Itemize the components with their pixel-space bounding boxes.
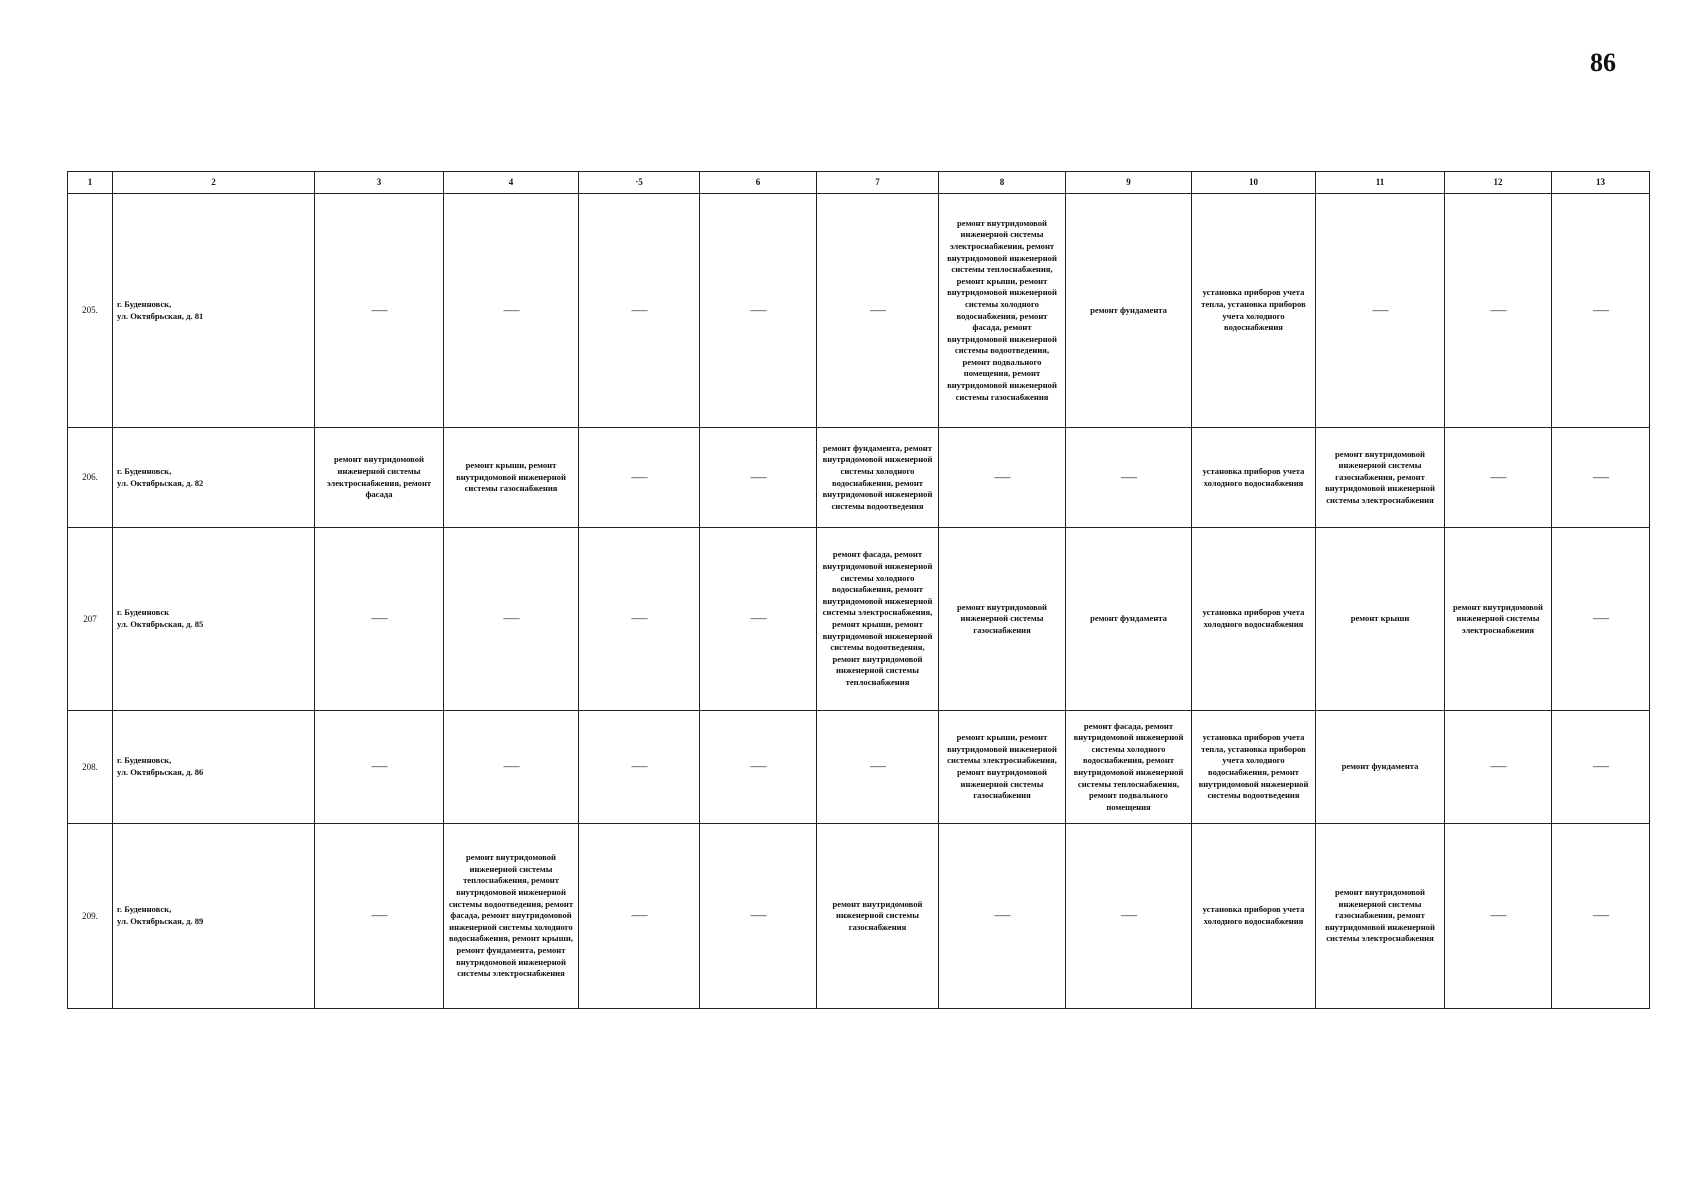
table-cell: ремонт фасада, ремонт внутридомовой инженерной системы холодного водоснабжения, ремонт внутридомовой инженерной системы электроснабжения, ремонт крыши, ремонт внутридомовой инженерной системы водоотведения, ремонт внутридомовой инженерной системы теплоснабжения [817, 528, 939, 711]
table-cell: —— [1552, 194, 1650, 428]
table-cell: —— [315, 824, 444, 1009]
table-cell: —— [1445, 711, 1552, 824]
address-cell [113, 824, 315, 1009]
table-cell: —— [1552, 528, 1650, 711]
table-cell: установка приборов учета холодного водоснабжения [1192, 428, 1316, 528]
column-header: 11 [1316, 172, 1445, 194]
address-city: г. Буденновск, [117, 755, 172, 766]
row-number: 205. [68, 194, 113, 428]
column-header: 9 [1066, 172, 1192, 194]
table-cell: ремонт внутридомовой инженерной системы газоснабжения, ремонт внутридомовой инженерной системы электроснабжения [1316, 428, 1445, 528]
table-row [68, 528, 1650, 711]
column-header: ·5 [579, 172, 700, 194]
table-cell: —— [700, 194, 817, 428]
table-cell: —— [315, 711, 444, 824]
column-header: 7 [817, 172, 939, 194]
address-street: ул. Октябрьская, д. 81 [117, 310, 204, 321]
table-cell: ремонт крыши [1316, 528, 1445, 711]
table-cell: ремонт фундамента, ремонт внутридомовой инженерной системы холодного водоснабжения, ремонт внутридомовой инженерной системы водоотведения [817, 428, 939, 528]
table-cell: —— [1066, 428, 1192, 528]
table-cell: —— [1552, 824, 1650, 1009]
table-cell: ремонт фундамента [1316, 711, 1445, 824]
table-cell: —— [1445, 824, 1552, 1009]
column-header: 3 [315, 172, 444, 194]
table-cell: —— [444, 528, 579, 711]
table-cell: ремонт внутридомовой инженерной системы газоснабжения [939, 528, 1066, 711]
repair-schedule-table [67, 171, 1650, 1009]
table-cell: —— [315, 528, 444, 711]
table-cell: ремонт внутридомовой инженерной системы электроснабжения, ремонт внутридомовой инженерной системы теплоснабжения, ремонт крыши, ремонт внутридомовой инженерной системы холодного водоснабжения, ремонт фасада, ремонт внутридомовой инженерной системы водоотведения, ремонт подвального помещения, ремонт внутридомовой инженерной системы газоснабжения [939, 194, 1066, 428]
table-cell: ремонт крыши, ремонт внутридомовой инженерной системы газоснабжения [444, 428, 579, 528]
column-header: 10 [1192, 172, 1316, 194]
table-cell: —— [700, 711, 817, 824]
table-cell: —— [939, 428, 1066, 528]
table-cell: —— [817, 711, 939, 824]
address-city: г. Буденновск, [117, 904, 172, 915]
row-number: 209. [68, 824, 113, 1009]
table-cell: ремонт внутридомовой инженерной системы электроснабжения [1445, 528, 1552, 711]
table-cell: —— [700, 528, 817, 711]
column-header: 4 [444, 172, 579, 194]
address-city: г. Буденновск, [117, 298, 172, 309]
table-cell: ремонт фасада, ремонт внутридомовой инженерной системы холодного водоснабжения, ремонт внутридомовой инженерной системы теплоснабжения, ремонт подвального помещения [1066, 711, 1192, 824]
table-cell: установка приборов учета холодного водоснабжения [1192, 528, 1316, 711]
column-header: 13 [1552, 172, 1650, 194]
table-cell: —— [1066, 824, 1192, 1009]
table-row [68, 194, 1650, 428]
table-cell: —— [1445, 428, 1552, 528]
table-cell: установка приборов учета тепла, установка приборов учета холодного водоснабжения, ремонт внутридомовой инженерной системы водоотведения [1192, 711, 1316, 824]
table-cell: —— [1316, 194, 1445, 428]
table-row [68, 428, 1650, 528]
table-cell: установка приборов учета тепла, установка приборов учета холодного водоснабжения [1192, 194, 1316, 428]
column-header: 2 [113, 172, 315, 194]
table-row [68, 824, 1650, 1009]
address-street: ул. Октябрьская, д. 85 [117, 619, 204, 629]
table-cell: —— [444, 194, 579, 428]
address-street: ул. Октябрьская, д. 82 [117, 477, 204, 488]
table-cell: ремонт крыши, ремонт внутридомовой инженерной системы электроснабжения, ремонт внутридомовой инженерной системы газоснабжения [939, 711, 1066, 824]
column-header: 6 [700, 172, 817, 194]
table-cell: ремонт фундамента [1066, 194, 1192, 428]
table-cell: ремонт внутридомовой инженерной системы теплоснабжения, ремонт внутридомовой инженерной системы водоотведения, ремонт фасада, ремонт внутридомовой инженерной системы холодного водоснабжения, ремонт крыши, ремонт фундамента, ремонт внутридомовой инженерной системы электроснабжения [444, 824, 579, 1009]
table-cell: установка приборов учета холодного водоснабжения [1192, 824, 1316, 1009]
address-city: г. Буденновск [117, 607, 170, 618]
table-cell: —— [444, 711, 579, 824]
table-cell: —— [579, 194, 700, 428]
column-header: 1 [68, 172, 113, 194]
table-cell: ремонт внутридомовой инженерной системы газоснабжения, ремонт внутридомовой инженерной системы электроснабжения [1316, 824, 1445, 1009]
table-cell: —— [315, 194, 444, 428]
address-street: ул. Октябрьская, д. 89 [117, 916, 204, 926]
table-cell: —— [700, 428, 817, 528]
address-street: ул. Октябрьская, д. 86 [117, 767, 204, 777]
row-number: 207 [68, 528, 113, 711]
table-cell: —— [1552, 428, 1650, 528]
table-cell: —— [1445, 194, 1552, 428]
table-cell: —— [817, 194, 939, 428]
address-cell [113, 428, 315, 528]
column-header: 12 [1445, 172, 1552, 194]
table-cell: ремонт фундамента [1066, 528, 1192, 711]
table-cell: —— [579, 824, 700, 1009]
address-cell [113, 711, 315, 824]
table-cell: —— [1552, 711, 1650, 824]
table-cell: ремонт внутридомовой инженерной системы электроснабжения, ремонт фасада [315, 428, 444, 528]
table-cell: —— [939, 824, 1066, 1009]
table-cell: —— [579, 711, 700, 824]
table-cell: —— [700, 824, 817, 1009]
address-cell [113, 528, 315, 711]
table-cell: ремонт внутридомовой инженерной системы газоснабжения [817, 824, 939, 1009]
page-number: 86 [1590, 48, 1616, 77]
column-header: 8 [939, 172, 1066, 194]
table-cell: —— [579, 528, 700, 711]
address-cell [113, 194, 315, 428]
row-number: 206. [68, 428, 113, 528]
table-cell: —— [579, 428, 700, 528]
table-row [68, 711, 1650, 824]
column-number-header-row [68, 172, 1650, 194]
address-city: г. Буденновск, [117, 465, 172, 476]
row-number: 208. [68, 711, 113, 824]
